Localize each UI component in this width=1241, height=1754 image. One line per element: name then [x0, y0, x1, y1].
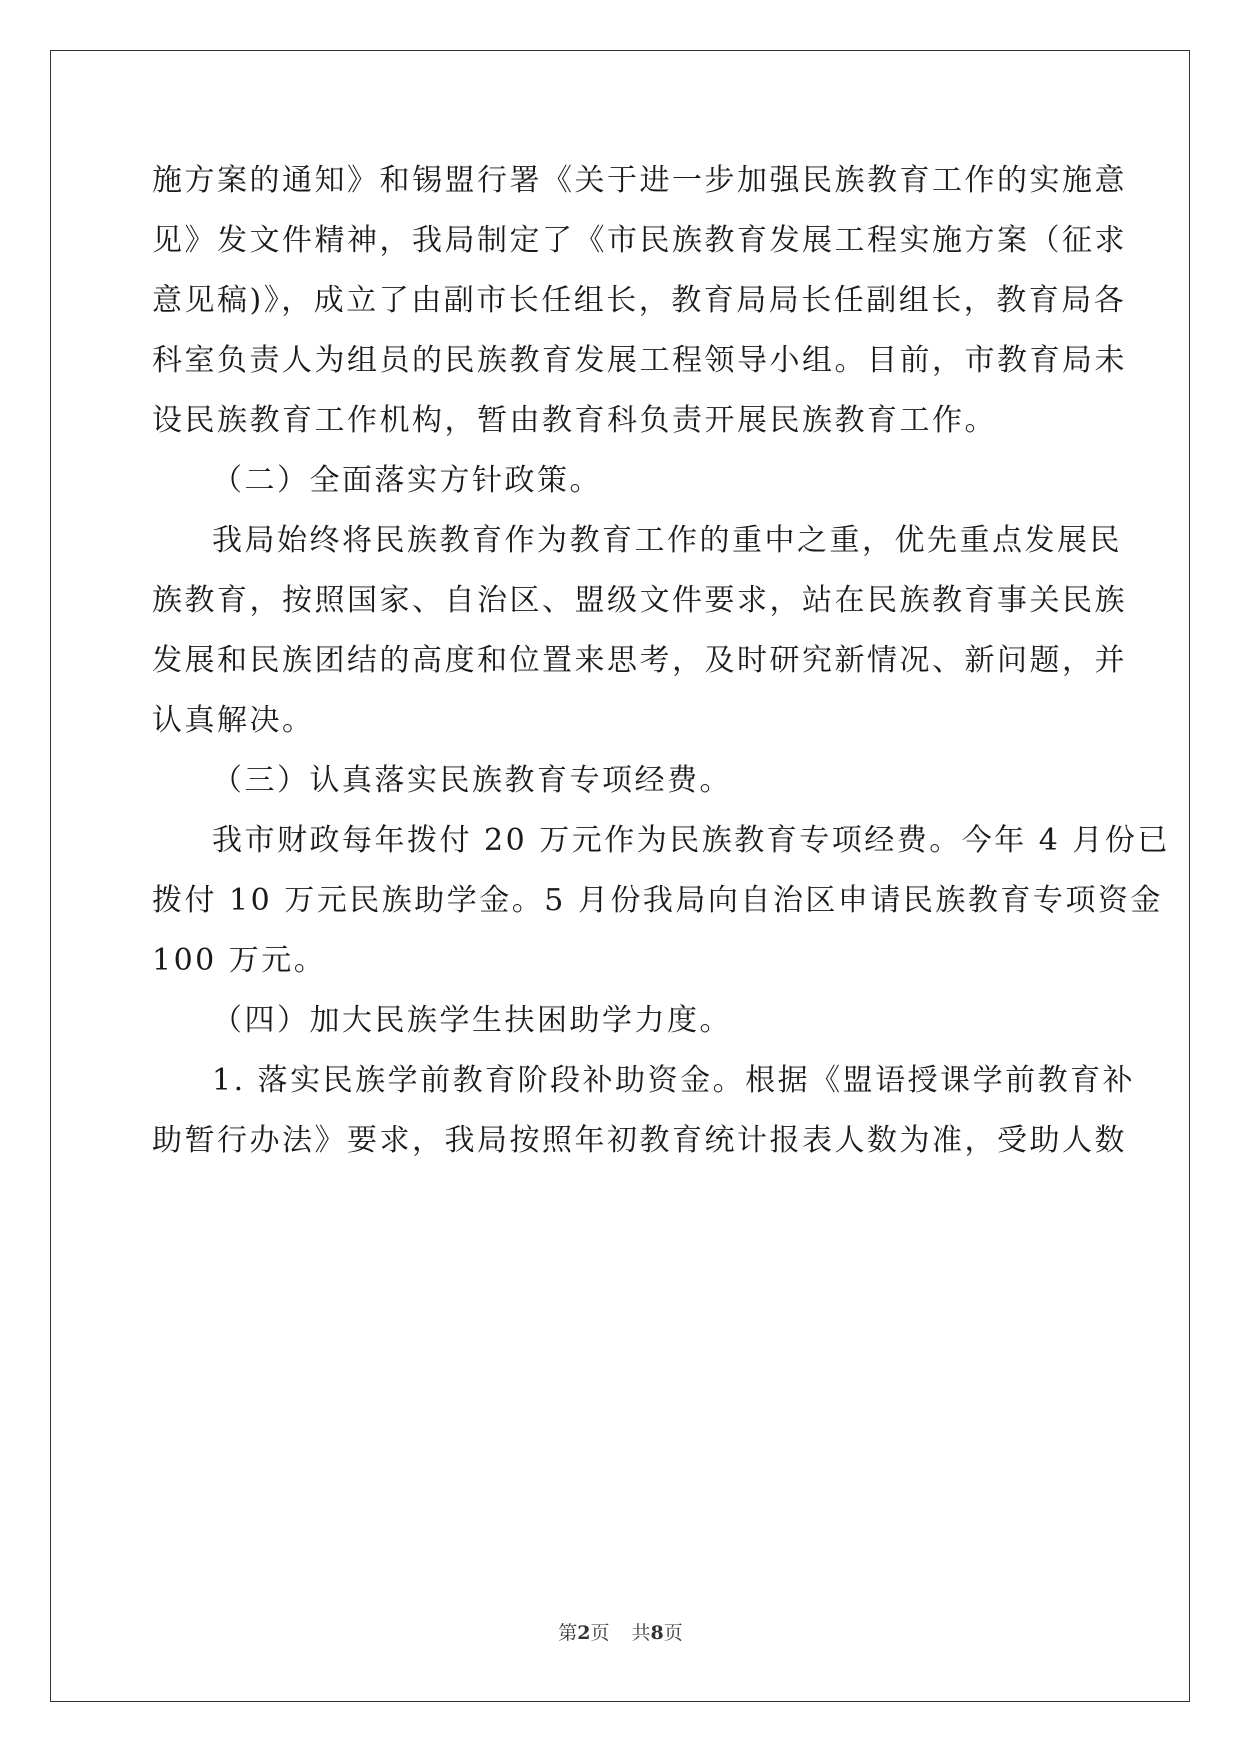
section-heading: （三）认真落实民族教育专项经费。 [212, 763, 732, 798]
body-line: 认真解决。 [152, 703, 315, 738]
body-line: 拨付 10 万元民族助学金。5 月份我局向自治区申请民族教育专项资金 [152, 883, 1163, 918]
list-item: 1. 落实民族学前教育阶段补助资金。根据《盟语授课学前教育补 [212, 1063, 1136, 1098]
page-prefix: 第 [558, 1622, 578, 1644]
page-footer [0, 1618, 1241, 1645]
body-line: 发展和民族团结的高度和位置来思考，及时研究新情况、新问题，并 [152, 643, 1127, 678]
body-line: 设民族教育工作机构，暂由教育科负责开展民族教育工作。 [152, 403, 997, 438]
paragraph-start: 我局始终将民族教育作为教育工作的重中之重，优先重点发展民 [212, 523, 1122, 558]
page-total: 8 [650, 1622, 664, 1644]
section-heading: （二）全面落实方针政策。 [212, 463, 602, 498]
body-line: 族教育，按照国家、自治区、盟级文件要求，站在民族教育事关民族 [152, 583, 1127, 618]
page-current: 2 [577, 1622, 591, 1644]
document-body [152, 163, 1170, 1185]
page-suffix: 页 [590, 1622, 610, 1644]
body-line: 见》发文件精神，我局制定了《市民族教育发展工程实施方案（征求 [152, 223, 1127, 258]
section-heading: （四）加大民族学生扶困助学力度。 [212, 1003, 732, 1038]
body-line: 100 万元。 [152, 943, 327, 978]
body-line: 意见稿)》，成立了由副市长任组长，教育局局长任副组长，教育局各 [152, 283, 1127, 318]
body-line: 科室负责人为组员的民族教育发展工程领导小组。目前，市教育局未 [152, 343, 1127, 378]
body-line: 助暂行办法》要求，我局按照年初教育统计报表人数为准，受助人数 [152, 1123, 1127, 1158]
total-prefix: 共 [631, 1622, 651, 1644]
total-suffix: 页 [663, 1622, 683, 1644]
body-line: 施方案的通知》和锡盟行署《关于进一步加强民族教育工作的实施意 [152, 163, 1127, 198]
paragraph-start: 我市财政每年拨付 20 万元作为民族教育专项经费。今年 4 月份已 [212, 823, 1170, 858]
